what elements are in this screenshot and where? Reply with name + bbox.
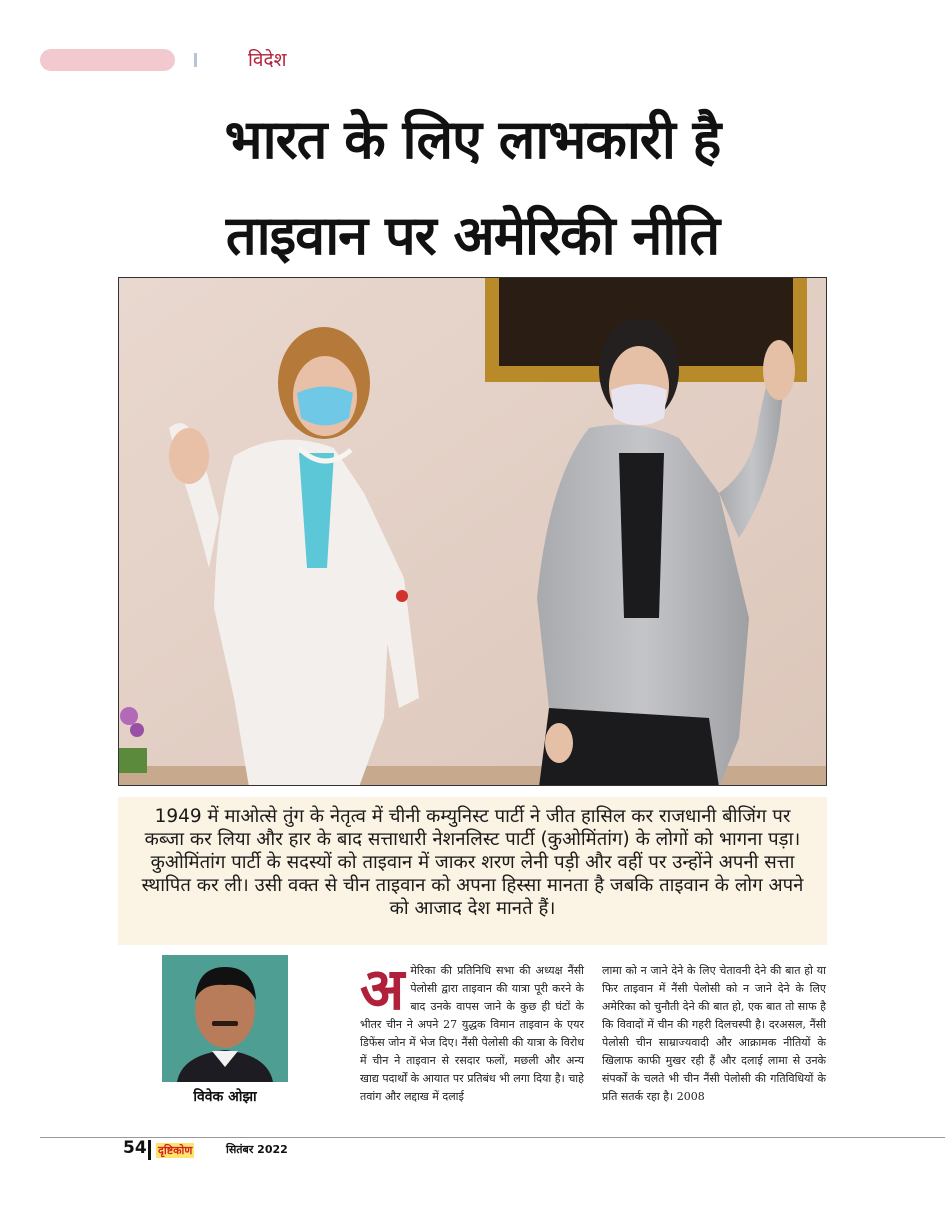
section-tag-pill <box>40 49 175 71</box>
article-column-1 <box>360 955 584 1106</box>
footer-divider <box>148 1140 151 1160</box>
issue-date: सितंबर 2022 <box>226 1143 288 1156</box>
headline-line-1: भारत के लिए लाभकारी है <box>224 108 721 171</box>
lead-photo <box>118 277 827 786</box>
drop-cap: अ <box>360 955 405 1023</box>
headline-line-2: ताइवान पर अमेरिकी नीति <box>225 204 720 267</box>
author-photo <box>162 955 288 1082</box>
magazine-logo: दृष्टिकोण <box>158 1144 193 1157</box>
footer-rule <box>40 1137 945 1138</box>
section-divider <box>194 53 197 67</box>
article-column-2: लामा को न जाने देने के लिए चेतावनी देने की बात हो या फिर ताइवान में नैंसी पेलोसी को न जाने देने के लिए अमेरिका को चुनौती देने की बात हो, एक बात तो साफ है कि विवादों में चीन की गहरी दिलचस्पी है। दरअसल, नैंसी पेलोसी चीन साम्राज्यवादी और आक्रामक नीतियों के खिलाफ काफी मुखर रही हैं और दलाई लामा से उनके संपर्कों के चलते भी चीन नैंसी पेलोसी की गतिविधियों के प्रति सतर्क रहा है। 2008 <box>602 964 826 1103</box>
page-number: 54 <box>123 1138 147 1158</box>
section-label: विदेश <box>248 49 287 71</box>
intro-box <box>118 797 827 945</box>
author-name: विवेक ओझा <box>193 1089 257 1105</box>
headline <box>0 92 945 284</box>
intro-text: 1949 में माओत्से तुंग के नेतृत्व में चीनी कम्युनिस्ट पार्टी ने जीत हासिल कर राजधानी बीजिंग पर कब्जा कर लिया और हार के बाद सत्ताधारी नेशनलिस्ट पार्टी (कुओमिंतांग) के लोगों को भागना पड़ा। कुओमिंतांग पार्टी के सदस्यों को ताइवान में जाकर शरण लेनी पड़ी और वहीं पर उन्होंने अपनी सत्ता स्थापित कर ली। उसी वक्त से चीन ताइवान को अपना हिस्सा मानता है जबकि ताइवान के लोग अपने को आजाद देश मानते हैं। <box>141 806 804 919</box>
article-column-1-text: मेरिका की प्रतिनिधि सभा की अध्यक्ष नैंसी पेलोसी द्वारा ताइवान की यात्रा पूरी करने के बाद उनके वापस जाने के कुछ ही घंटों के भीतर चीन ने अपने 27 युद्धक विमान ताइवान के एयर डिफेंस जोन में भेज दिए। नैंसी पेलोसी की यात्रा के विरोध में चीन ने ताइवान से रसदार फलों, मछली और अन्य खाद्य पदार्थों के आयात पर प्रतिबंध भी लगा दिया है। चाहे तवांग और लद्दाख में दलाई <box>360 964 584 1103</box>
